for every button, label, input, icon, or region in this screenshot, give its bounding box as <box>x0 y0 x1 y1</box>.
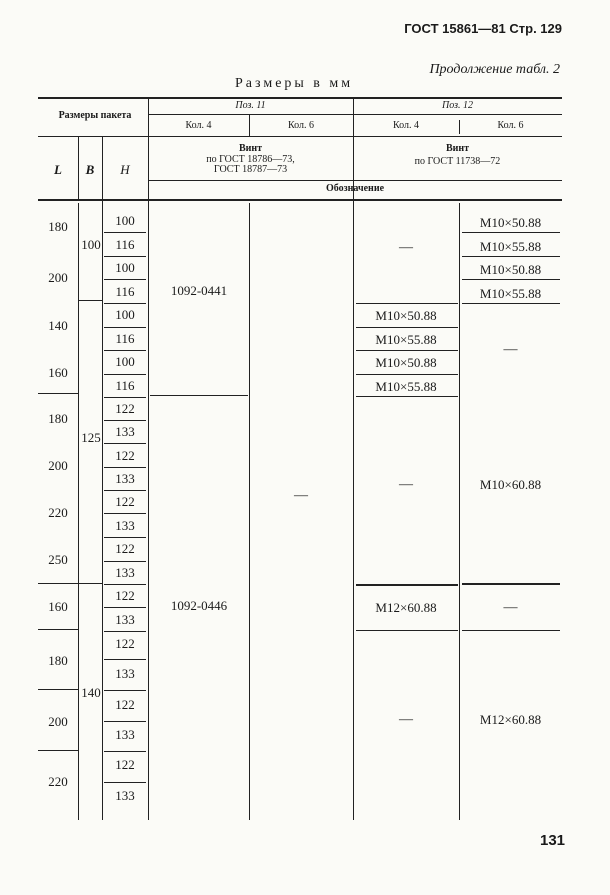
H-value: 116 <box>115 378 135 393</box>
H-value: 122 <box>115 401 135 416</box>
H-value: 116 <box>115 284 135 299</box>
screw12-label: Винт <box>445 143 470 154</box>
pos12-qty4-value: M10×55.88 <box>375 332 437 347</box>
L-value: 250 <box>48 552 68 567</box>
pos12-qty6-header: Кол. 6 <box>497 120 524 131</box>
pos12-qty4-value: — <box>399 712 413 727</box>
pos12-qty6-value: M10×60.88 <box>479 477 542 492</box>
screw11-standard2: ГОСТ 18787—73 <box>213 164 288 175</box>
H-value: 133 <box>115 612 135 627</box>
H-value: 100 <box>115 307 135 322</box>
H-value: 122 <box>115 636 135 651</box>
H-value: 116 <box>115 331 135 346</box>
pos12-qty4-header: Кол. 4 <box>392 120 420 131</box>
pos12-qty4-value: M10×50.88 <box>375 308 437 323</box>
pos12-qty4-value: — <box>399 477 413 492</box>
H-value: 133 <box>115 788 135 803</box>
H-value: 116 <box>115 237 135 252</box>
pos12-qty6-value: — <box>503 600 518 615</box>
L-header: L <box>54 162 62 177</box>
L-value: 160 <box>48 365 68 380</box>
units-caption: Размеры в мм <box>235 76 354 91</box>
pos11-qty6-dash: — <box>294 488 308 503</box>
H-value: 122 <box>115 541 135 556</box>
pos12-header: Поз. 12 <box>442 100 473 111</box>
page-number: 131 <box>540 832 566 849</box>
pos12-qty6-value: M12×60.88 <box>479 712 542 727</box>
pos11-qty6-header: Кол. 6 <box>287 120 315 131</box>
H-value: 122 <box>115 697 135 712</box>
L-value: 180 <box>48 411 68 426</box>
B-value: 140 <box>81 685 101 700</box>
screw12-standard: по ГОСТ 11738—72 <box>414 156 501 167</box>
L-value: 220 <box>48 774 68 789</box>
pos12-qty4-value: — <box>399 240 413 255</box>
pos12-qty4-value: M12×60.88 <box>375 600 437 615</box>
L-value: 200 <box>48 458 68 473</box>
continuation-note: Продолжение табл. 2 <box>429 62 560 77</box>
B-value: 125 <box>81 430 101 445</box>
H-value: 133 <box>115 424 135 439</box>
H-value: 122 <box>115 494 135 509</box>
H-value: 133 <box>115 471 135 486</box>
H-value: 133 <box>115 565 135 580</box>
designation-header: Обозначение <box>325 183 385 194</box>
pos12-qty6-value: M10×55.88 <box>479 239 542 254</box>
B-header: B <box>85 162 95 177</box>
H-value: 122 <box>115 448 135 463</box>
pos12-qty6-value: — <box>503 342 518 357</box>
pos11-header: Поз. 11 <box>235 100 266 111</box>
H-header: H <box>120 162 130 177</box>
pos12-qty4-value: M10×55.88 <box>375 379 437 394</box>
H-value: 122 <box>115 588 135 603</box>
page-label: Стр. 129 <box>509 21 562 36</box>
page-header <box>404 21 562 36</box>
L-value: 180 <box>48 653 68 668</box>
pos12-qty4-value: M10×50.88 <box>375 355 437 370</box>
pos12-qty6-value: M10×50.88 <box>479 262 542 277</box>
B-value: 100 <box>81 237 101 252</box>
L-value: 200 <box>48 714 68 729</box>
H-value: 122 <box>115 757 135 772</box>
H-value: 133 <box>115 518 135 533</box>
screw11-standard1: по ГОСТ 18786—73, <box>206 154 295 165</box>
pos11-qty4-designation: 1092-0446 <box>170 598 228 613</box>
H-value: 133 <box>115 727 135 742</box>
standard-number: ГОСТ 15861—81 <box>404 21 506 36</box>
pos11-qty4-header: Кол. 4 <box>185 120 212 131</box>
screw11-label: Винт <box>238 143 263 154</box>
package-header: Размеры пакета <box>58 110 132 121</box>
H-value: 100 <box>115 354 135 369</box>
pos11-qty4-designation: 1092-0441 <box>170 283 228 298</box>
H-value: 133 <box>115 666 135 681</box>
H-value: 100 <box>115 260 135 275</box>
L-value: 180 <box>48 219 68 234</box>
L-value: 160 <box>48 599 68 614</box>
pos12-qty6-value: M10×50.88 <box>479 215 542 230</box>
H-value: 100 <box>115 213 135 228</box>
L-value: 140 <box>48 318 68 333</box>
L-value: 200 <box>48 270 68 285</box>
L-value: 220 <box>48 505 68 520</box>
pos12-qty6-value: M10×55.88 <box>479 286 542 301</box>
